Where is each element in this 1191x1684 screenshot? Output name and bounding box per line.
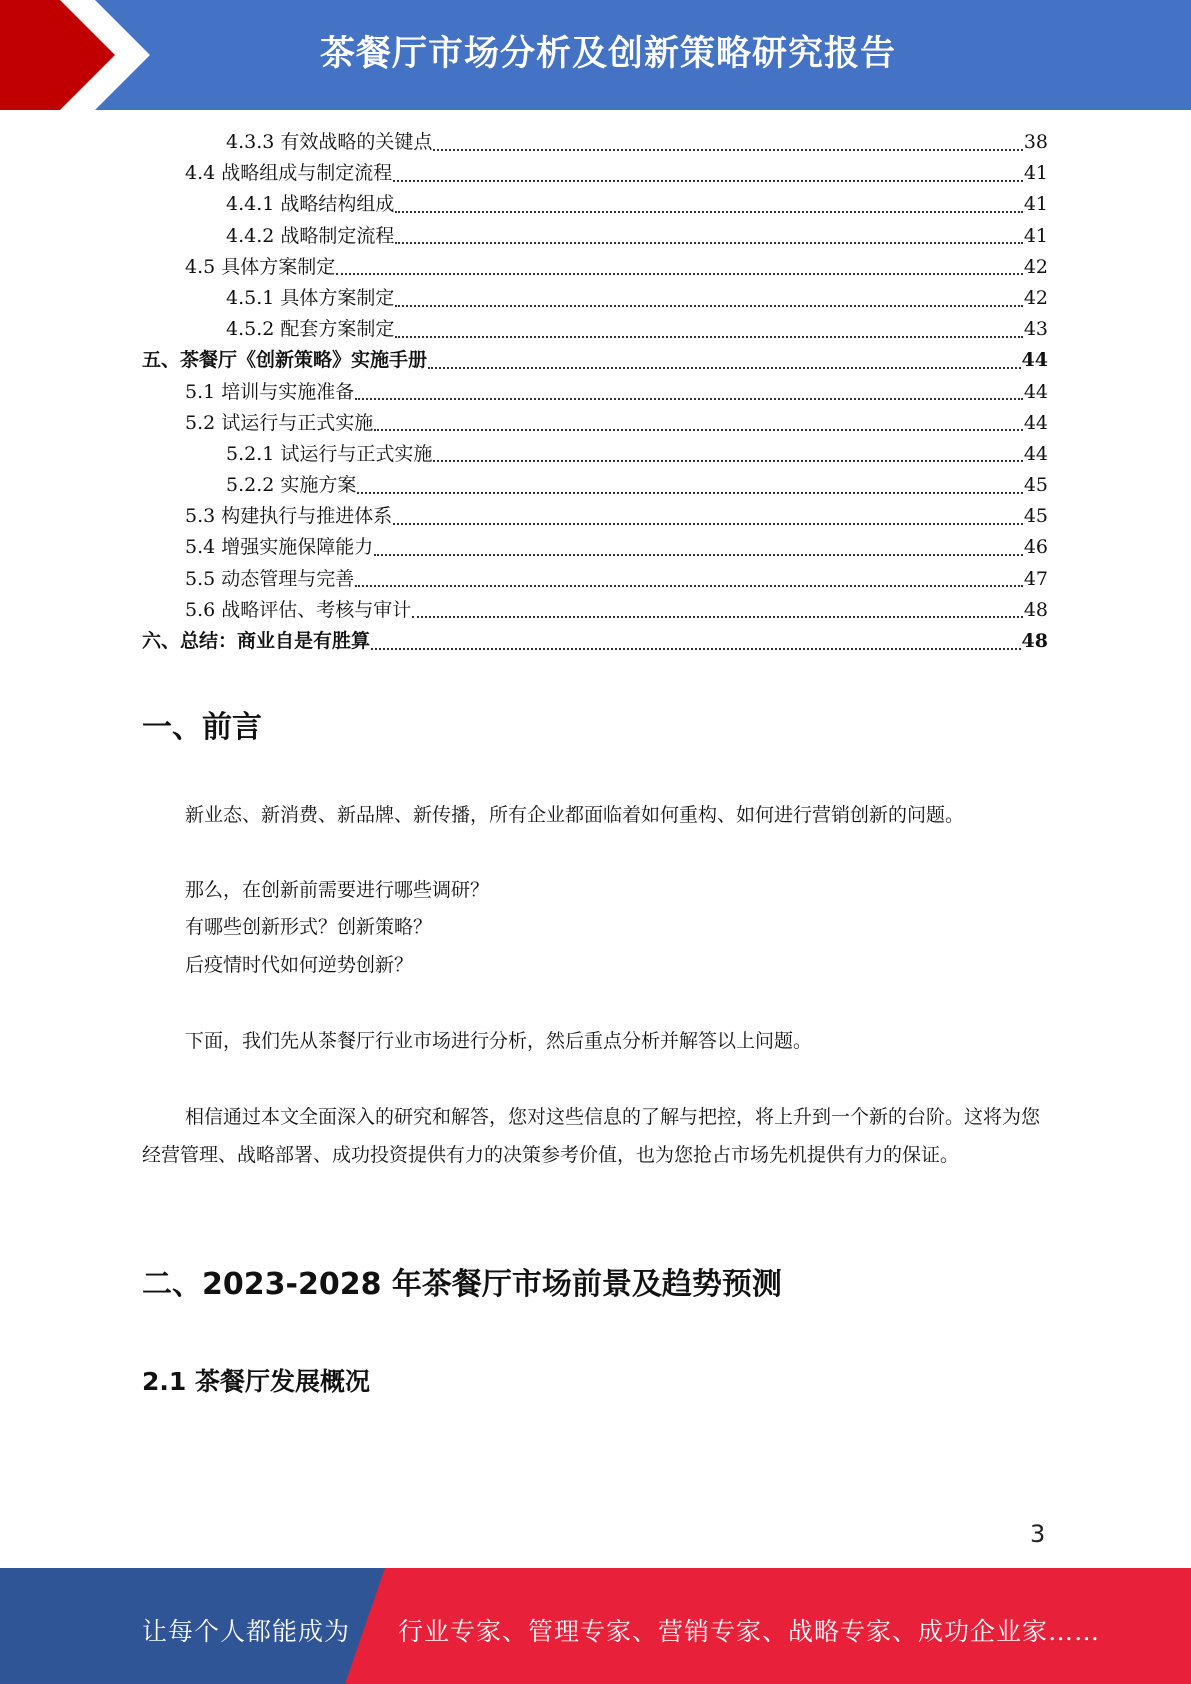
- toc-leader-dots: [433, 149, 1022, 151]
- question-line: 有哪些创新形式？创新策略？: [185, 916, 433, 938]
- toc-entry[interactable]: [142, 252, 1048, 283]
- page-footer: [0, 1568, 1191, 1684]
- paragraph: 相信通过本文全面深入的研究和解答，您对这些信息的了解与把控，将上升到一个新的台阶。这将为您经营管理、战略部署、成功投资提供有力的决策参考价值，也为您抢占市场先机提供有力的保证。: [142, 1106, 1041, 1166]
- toc-entry[interactable]: [142, 532, 1048, 563]
- footer-slogan-left: 让每个人都能成为: [142, 1617, 351, 1646]
- toc-entry-page: 42: [1023, 286, 1048, 309]
- section-heading-preface: 一、前言: [142, 710, 262, 745]
- subsection-heading: 2.1 茶餐厅发展概况: [142, 1367, 370, 1396]
- toc-entry[interactable]: [142, 314, 1048, 345]
- section-heading-forecast: 二、2023-2028 年茶餐厅市场前景及趋势预测: [142, 1267, 782, 1302]
- toc-leader-dots: [412, 616, 1023, 618]
- toc-entry-page: 38: [1023, 131, 1048, 153]
- table-of-contents: [142, 127, 1048, 657]
- toc-entry[interactable]: [142, 595, 1048, 626]
- toc-leader-dots: [395, 336, 1022, 338]
- toc-entry-page: 46: [1023, 536, 1048, 559]
- toc-entry-title: 5.3 构建执行与推进体系: [185, 505, 393, 528]
- question-line: 那么，在创新前需要进行哪些调研？: [185, 879, 490, 901]
- toc-leader-dots: [355, 585, 1023, 587]
- report-title: 茶餐厅市场分析及创新策略研究报告: [319, 34, 896, 74]
- toc-entry-title: 4.5.1 具体方案制定: [226, 286, 395, 309]
- toc-entry-title: 4.4.2 战略制定流程: [226, 224, 395, 247]
- toc-entry-page: 48: [1021, 630, 1048, 652]
- toc-entry[interactable]: [142, 158, 1048, 189]
- toc-entry-title: 五、茶餐厅《创新策略》实施手册: [142, 349, 428, 372]
- question-line: 后疫情时代如何逆势创新？: [185, 954, 414, 976]
- toc-entry-page: 44: [1023, 411, 1048, 434]
- toc-entry[interactable]: [142, 408, 1048, 439]
- toc-entry[interactable]: [142, 439, 1048, 470]
- toc-entry-page: 44: [1023, 380, 1048, 403]
- toc-entry-title: 4.5 具体方案制定: [185, 255, 336, 278]
- toc-leader-dots: [371, 648, 1021, 650]
- toc-entry-title: 5.2.1 试运行与正式实施: [226, 442, 433, 465]
- toc-entry-page: 41: [1023, 193, 1048, 216]
- toc-entry-page: 47: [1023, 567, 1048, 590]
- toc-entry[interactable]: [142, 283, 1048, 314]
- toc-leader-dots: [395, 211, 1022, 213]
- toc-leader-dots: [428, 367, 1021, 369]
- toc-leader-dots: [336, 273, 1023, 275]
- toc-leader-dots: [355, 398, 1023, 400]
- toc-entry-title: 4.3.3 有效战略的关键点: [226, 131, 433, 153]
- toc-entry-page: 45: [1023, 505, 1048, 528]
- toc-leader-dots: [374, 554, 1023, 556]
- page-number: 3: [1030, 1520, 1046, 1548]
- paragraph: 下面，我们先从茶餐厅行业市场进行分析，然后重点分析并解答以上问题。: [185, 1030, 813, 1052]
- toc-entry-page: 45: [1023, 474, 1048, 497]
- toc-entry[interactable]: [142, 127, 1048, 158]
- page-header: [0, 0, 1191, 110]
- toc-leader-dots: [395, 242, 1022, 244]
- toc-entry-title: 六、总结：商业自是有胜算: [142, 630, 371, 652]
- toc-leader-dots: [357, 492, 1022, 494]
- toc-entry-page: 42: [1023, 255, 1048, 278]
- toc-entry-title: 4.4.1 战略结构组成: [226, 193, 395, 216]
- toc-entry-page: 44: [1021, 349, 1048, 372]
- paragraph: 新业态、新消费、新品牌、新传播，所有企业都面临着如何重构、如何进行营销创新的问题。: [185, 804, 965, 826]
- toc-entry-title: 5.4 增强实施保障能力: [185, 536, 374, 559]
- toc-entry-title: 5.2.2 实施方案: [226, 474, 357, 497]
- toc-entry[interactable]: [142, 189, 1048, 220]
- toc-entry-title: 4.5.2 配套方案制定: [226, 318, 395, 341]
- toc-entry-page: 48: [1023, 598, 1048, 621]
- toc-entry[interactable]: [142, 470, 1048, 501]
- toc-entry-title: 5.6 战略评估、考核与审计: [185, 598, 412, 621]
- footer-slogan-right: 行业专家、管理专家、营销专家、战略专家、成功企业家……: [398, 1617, 1101, 1646]
- toc-entry[interactable]: [142, 221, 1048, 252]
- toc-entry-title: 5.1 培训与实施准备: [185, 380, 355, 403]
- toc-leader-dots: [433, 460, 1022, 462]
- toc-entry[interactable]: [142, 501, 1048, 532]
- toc-leader-dots: [393, 180, 1023, 182]
- toc-entry-title: 4.4 战略组成与制定流程: [185, 162, 393, 185]
- toc-entry-page: 43: [1023, 318, 1048, 341]
- toc-entry-page: 41: [1023, 224, 1048, 247]
- toc-entry-page: 41: [1023, 162, 1048, 185]
- toc-entry[interactable]: [142, 345, 1048, 376]
- toc-entry[interactable]: [142, 377, 1048, 408]
- toc-leader-dots: [374, 429, 1023, 431]
- toc-entry-title: 5.2 试运行与正式实施: [185, 411, 374, 434]
- toc-entry[interactable]: [142, 626, 1048, 657]
- toc-leader-dots: [395, 305, 1022, 307]
- toc-entry-page: 44: [1023, 442, 1048, 465]
- toc-entry-title: 5.5 动态管理与完善: [185, 567, 355, 590]
- toc-leader-dots: [393, 523, 1023, 525]
- toc-entry[interactable]: [142, 564, 1048, 595]
